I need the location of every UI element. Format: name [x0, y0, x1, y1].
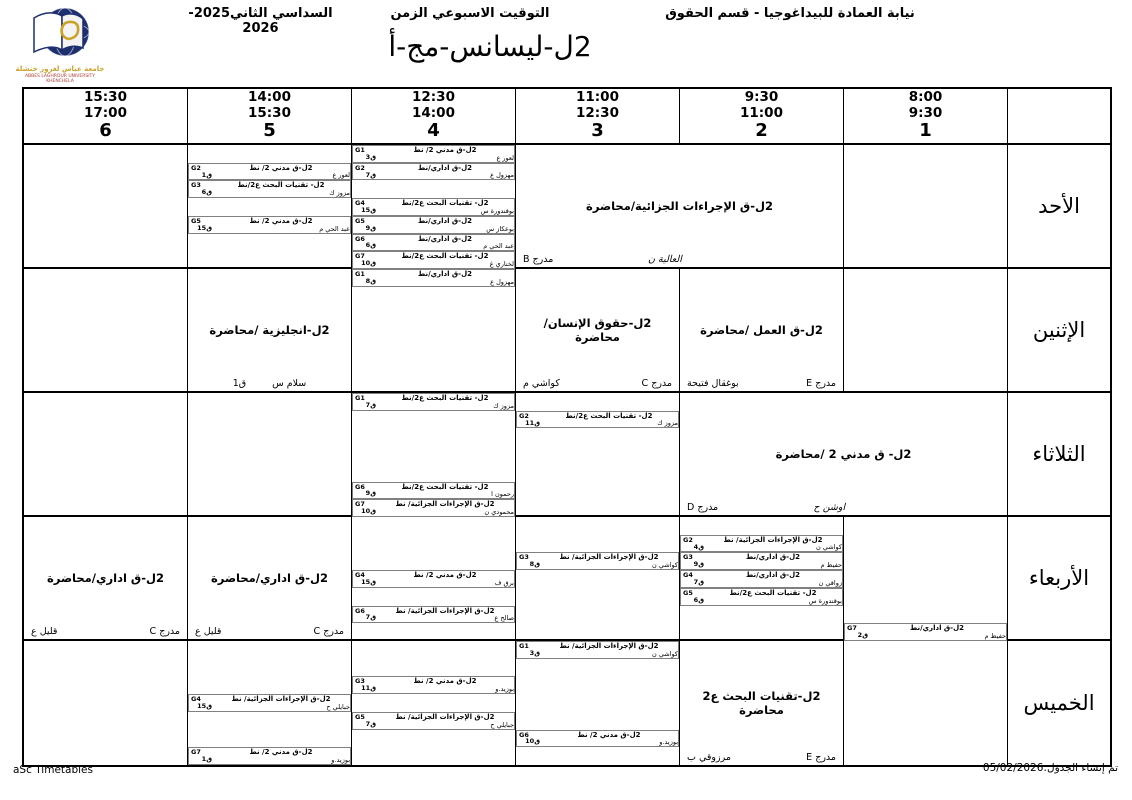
lecture-cell	[680, 393, 1008, 517]
group-session-body	[376, 270, 514, 286]
session-subject: 2ل-ق الإجراءات الجزائية/ نط	[395, 500, 495, 509]
group-session-body	[376, 713, 514, 729]
group-number: G2	[355, 163, 365, 172]
time-label: 17:00	[84, 104, 127, 121]
empty-slot-cell	[24, 641, 188, 765]
lecture-footer	[188, 627, 351, 637]
session-subject: 2ل- تقنيات البحث ع2/نط	[401, 394, 489, 402]
generation-date: تم إنشاء الجدول:05/02/2026	[982, 762, 1118, 774]
group-session-cell	[352, 712, 515, 730]
group-label	[353, 394, 376, 410]
empty-slot-cell	[24, 393, 188, 517]
lecture-room-or-teacher-right: مدرج E	[806, 751, 836, 763]
empty-slot-cell	[844, 269, 1008, 393]
group-session-body	[704, 536, 842, 552]
session-subject: 2ل-ق مدني 2/ نط	[577, 730, 641, 739]
time-label: 11:00	[740, 104, 783, 121]
lecture-footer	[680, 753, 843, 763]
lecture-room-or-teacher-left: مدرج D	[687, 501, 719, 513]
room-number: ق6	[365, 241, 376, 250]
day-label: الأحد	[1008, 145, 1110, 269]
session-subject: 2ل-ق الإجراءات الجزائية/ نط	[395, 606, 495, 615]
time-label: 11:00	[576, 89, 619, 106]
group-label	[353, 164, 376, 180]
group-session-cell	[188, 163, 351, 181]
group-session-cell	[680, 570, 843, 588]
lecture-subject: 2ل-ق اداري/محاضرة	[211, 570, 328, 585]
room-number: ق15	[361, 577, 376, 586]
session-teacher: بوقندورة س	[480, 206, 514, 215]
group-slot-cell	[352, 145, 516, 269]
group-slot-cell	[516, 393, 680, 517]
group-number: G7	[191, 748, 201, 757]
group-session-cell	[352, 269, 515, 287]
group-session-cell	[680, 535, 843, 553]
session-teacher: مزوز ك	[329, 189, 350, 198]
group-slot-cell	[844, 517, 1008, 641]
group-session-body	[376, 235, 514, 251]
lecture-room-or-teacher-left: بوغقال فتيحة	[687, 377, 739, 389]
session-teacher: لخناري غ	[489, 259, 514, 268]
session-teacher: مزوز ك	[657, 419, 678, 428]
group-label	[353, 270, 376, 286]
lecture-subject: 2ل-ق اداري/محاضرة	[47, 570, 164, 585]
room-number: ق15	[197, 223, 212, 232]
period-number: 5	[263, 120, 276, 142]
lecture-room-or-teacher-left: قليل ع	[195, 625, 222, 637]
group-session-body	[212, 748, 350, 764]
lecture-room-or-teacher-right: مدرج C	[149, 625, 180, 637]
department-header: نيابة العمادة للبيداغوجيا - قسم الحقوق	[665, 6, 915, 21]
group-session-body	[212, 695, 350, 711]
session-subject: 2ل-ق اداري/نط	[417, 216, 473, 225]
period-number: 1	[919, 120, 932, 142]
lecture-room-or-teacher-left: كواشي م	[523, 377, 560, 389]
session-teacher: بوزيد.و	[331, 755, 350, 764]
group-number: G4	[191, 695, 201, 704]
session-teacher: لعور ع	[332, 171, 350, 180]
lecture-room-or-teacher-right: العالية ن	[648, 253, 682, 265]
time-label: 15:30	[248, 104, 291, 121]
lecture-subject: 2ل-ق العمل /محاضرة	[700, 322, 823, 337]
group-number: G3	[355, 677, 365, 686]
room-number: ق7	[693, 577, 704, 586]
period-number: 2	[755, 120, 768, 142]
group-label	[353, 713, 376, 729]
time-label: 14:00	[248, 89, 291, 106]
session-teacher: برق ف	[494, 578, 514, 587]
group-session-body	[376, 677, 514, 693]
day-label: الأربعاء	[1008, 517, 1110, 641]
room-number: ق15	[361, 205, 376, 214]
group-label	[517, 553, 540, 569]
session-subject: 2ل-ق الإجراءات الجزائية/ نط	[559, 642, 659, 650]
period-number: 4	[427, 120, 440, 142]
group-session-body	[376, 199, 514, 215]
group-session-cell	[844, 623, 1007, 641]
group-label	[353, 146, 376, 162]
group-session-cell	[680, 552, 843, 570]
empty-slot-cell	[844, 641, 1008, 765]
group-session-cell	[352, 676, 515, 694]
room-number: ق1	[201, 170, 212, 179]
lecture-footer	[516, 255, 843, 265]
group-session-body	[868, 624, 1006, 640]
group-number: G3	[519, 553, 529, 562]
room-number: ق10	[361, 259, 376, 268]
group-session-cell	[352, 499, 515, 517]
group-slot-cell	[188, 641, 352, 765]
session-subject: 2ل-ق مدني 2/ نط	[413, 571, 477, 580]
group-number: G6	[355, 234, 365, 243]
group-number: G2	[519, 411, 529, 420]
session-subject: 2ل-ق اداري/نط	[417, 163, 473, 172]
group-number: G3	[191, 181, 201, 190]
group-label	[353, 199, 376, 215]
room-number: ق4	[693, 542, 704, 551]
group-number: G1	[355, 394, 365, 402]
group-slot-cell	[188, 145, 352, 269]
document-type-header: التوقيت الاسبوعي الزمن	[390, 6, 550, 21]
group-label	[189, 748, 212, 764]
room-number: ق7	[365, 613, 376, 622]
day-label: الخميس	[1008, 641, 1110, 765]
room-number: ق9	[365, 489, 376, 498]
logo-globe-book-icon	[18, 6, 102, 62]
room-number: ق1	[201, 755, 212, 764]
group-slot-cell	[352, 393, 516, 517]
group-session-cell	[352, 393, 515, 411]
session-teacher: عبد الحي م	[483, 242, 514, 251]
lecture-room-or-teacher-right: مدرج C	[641, 377, 672, 389]
group-session-cell	[352, 145, 515, 163]
group-session-body	[540, 642, 678, 658]
group-number: G3	[683, 553, 693, 562]
session-subject: 2ل-ق الإجراءات الجزائية/ نط	[723, 535, 823, 544]
time-column-header	[516, 89, 680, 145]
lecture-cell	[516, 145, 844, 269]
lecture-subject: 2ل-تقنيات البحث ع2 محاضرة	[702, 688, 821, 717]
room-number: ق3	[365, 152, 376, 161]
session-teacher: بوزيد.و	[659, 738, 678, 747]
empty-slot-cell	[188, 393, 352, 517]
session-teacher: محمودي ن	[484, 507, 514, 516]
session-teacher: صالح ع	[494, 614, 514, 623]
group-session-body	[704, 589, 842, 605]
lecture-subject: 2ل-حقوق الإنسان/ محاضرة	[543, 315, 652, 344]
session-subject: 2ل- تقنيات البحث ع2/نط	[401, 252, 489, 261]
group-label	[353, 607, 376, 623]
group-label	[353, 252, 376, 268]
group-slot-cell	[680, 517, 844, 641]
logo-english-name: ABBES LAGHROUR UNIVERSITY KHENCHELA	[24, 73, 96, 85]
session-subject: 2ل-ق الإجراءات الجزائية/ نط	[559, 553, 659, 562]
group-number: G6	[355, 606, 365, 615]
lecture-footer	[516, 379, 679, 389]
lecture-cell	[188, 269, 352, 393]
group-session-body	[376, 252, 514, 268]
group-session-body	[376, 571, 514, 587]
group-session-body	[704, 571, 842, 587]
room-number: ق3	[529, 648, 540, 657]
time-label: 12:30	[412, 89, 455, 106]
group-session-cell	[188, 216, 351, 234]
lecture-subject: 2ل- ق مدني 2 /محاضرة	[775, 446, 912, 461]
group-session-body	[376, 217, 514, 233]
group-session-cell	[352, 482, 515, 500]
session-subject: 2ل-ق الإجراءات الجزائية/ نط	[231, 695, 331, 704]
group-label	[845, 624, 868, 640]
room-number: ق10	[361, 507, 376, 516]
room-number: ق8	[365, 276, 376, 285]
lecture-footer	[680, 379, 843, 389]
time-label: 14:00	[412, 104, 455, 121]
session-subject: 2ل- تقنيات البحث ع2/نط	[401, 482, 489, 491]
group-session-body	[376, 164, 514, 180]
group-label	[189, 695, 212, 711]
room-number: ق15	[197, 701, 212, 710]
session-subject: 2ل-ق مدني 2/ نط	[413, 146, 477, 154]
group-session-body	[376, 394, 514, 410]
session-teacher: مهزول ع	[490, 277, 514, 286]
session-teacher: عبد الحي م	[319, 224, 350, 233]
room-number: ق7	[365, 170, 376, 179]
group-number: G6	[355, 482, 365, 491]
period-number: 6	[99, 120, 112, 142]
empty-slot-cell	[24, 269, 188, 393]
lecture-footer	[188, 379, 351, 389]
lecture-room-or-teacher-right: مدرج E	[806, 377, 836, 389]
empty-slot-cell	[24, 145, 188, 269]
session-subject: 2ل-ق مدني 2/ نط	[249, 163, 313, 172]
group-session-body	[704, 553, 842, 569]
group-session-cell	[352, 606, 515, 624]
group-number: G5	[683, 588, 693, 597]
group-label	[353, 235, 376, 251]
asc-timetables-credit: aSc Timetables	[13, 764, 93, 776]
lecture-cell	[680, 269, 844, 393]
room-number: ق9	[365, 223, 376, 232]
group-session-body	[212, 164, 350, 180]
group-session-cell	[516, 730, 679, 748]
group-label	[189, 181, 212, 197]
group-number: G5	[191, 216, 201, 225]
semester-header: السداسي الثاني2025-2026	[188, 6, 333, 36]
time-column-header	[680, 89, 844, 145]
group-session-body	[212, 217, 350, 233]
session-teacher: بوزيد.و	[495, 685, 514, 694]
group-session-cell	[188, 694, 351, 712]
lecture-cell	[516, 269, 680, 393]
lecture-cell	[680, 641, 844, 765]
time-label: 9:30	[908, 104, 943, 121]
group-session-body	[540, 731, 678, 747]
group-number: G7	[355, 252, 365, 261]
room-number: ق2	[857, 631, 868, 640]
session-teacher: مهزول ع	[490, 171, 514, 180]
group-session-cell	[188, 180, 351, 198]
group-session-cell	[516, 641, 679, 659]
group-session-cell	[352, 251, 515, 269]
group-label	[189, 164, 212, 180]
group-number: G4	[355, 571, 365, 580]
group-number: G5	[355, 216, 365, 225]
group-number: G6	[519, 730, 529, 739]
group-session-cell	[352, 234, 515, 252]
room-number: ق10	[525, 737, 540, 746]
time-column-header	[24, 89, 188, 145]
lecture-room-or-teacher-left: قليل ع	[31, 625, 58, 637]
room-number: ق11	[525, 418, 540, 427]
session-teacher: جبايلي ح	[490, 720, 514, 729]
lecture-cell	[24, 517, 188, 641]
group-session-body	[376, 500, 514, 516]
time-column-header	[188, 89, 352, 145]
group-session-cell	[352, 163, 515, 181]
room-number: ق7	[365, 400, 376, 409]
room-number: ق8	[529, 560, 540, 569]
session-subject: 2ل-ق اداري/نط	[417, 270, 473, 278]
group-slot-cell	[352, 517, 516, 641]
time-label: 9:30	[744, 89, 779, 106]
group-slot-cell	[516, 517, 680, 641]
group-session-body	[376, 607, 514, 623]
session-subject: 2ل-ق اداري/نط	[745, 571, 801, 580]
session-teacher: مزوز ك	[493, 401, 514, 410]
group-number: G7	[847, 624, 857, 633]
lecture-cell	[188, 517, 352, 641]
room-number: ق6	[693, 595, 704, 604]
group-slot-cell	[516, 641, 680, 765]
group-session-cell	[352, 198, 515, 216]
group-label	[681, 553, 704, 569]
session-subject: 2ل- تقنيات البحث ع2/نط	[401, 199, 489, 208]
group-session-cell	[352, 216, 515, 234]
group-number: G5	[355, 712, 365, 721]
time-label: 8:00	[908, 89, 943, 106]
group-label	[517, 731, 540, 747]
group-number: G4	[355, 199, 365, 208]
group-session-body	[540, 412, 678, 428]
group-number: G1	[355, 146, 365, 154]
empty-slot-cell	[844, 145, 1008, 269]
session-subject: 2ل-ق مدني 2/ نط	[413, 677, 477, 686]
session-teacher: كواشي ن	[816, 543, 842, 552]
session-teacher: بوقندورة س	[808, 596, 842, 605]
room-number: ق9	[693, 560, 704, 569]
day-label: الثلاثاء	[1008, 393, 1110, 517]
session-subject: 2ل-ق اداري/نط	[745, 553, 801, 562]
time-label: 12:30	[576, 104, 619, 121]
group-slot-cell	[352, 269, 516, 393]
group-session-cell	[352, 570, 515, 588]
session-subject: 2ل- تقنيات البحث ع2/نط	[565, 411, 653, 420]
group-session-cell	[516, 552, 679, 570]
group-number: G7	[355, 500, 365, 509]
group-label	[681, 589, 704, 605]
session-teacher: كواشي ن	[652, 649, 678, 658]
group-number: G2	[191, 163, 201, 172]
session-subject: 2ل-ق مدني 2/ نط	[249, 748, 313, 757]
group-session-body	[540, 553, 678, 569]
group-number: G1	[355, 270, 365, 278]
group-session-cell	[680, 588, 843, 606]
page-title: 2ل-ليسانس-مج-أ	[388, 30, 592, 63]
logo-arabic-name: جامعة عباس لغرور خنشلة	[15, 65, 105, 73]
group-label	[353, 217, 376, 233]
group-session-cell	[516, 411, 679, 429]
session-teacher: زواقي ن	[818, 578, 842, 587]
session-subject: 2ل- تقنيات البحث ع2/نط	[729, 588, 817, 597]
lecture-room-or-teacher-left: مدرج B	[523, 253, 554, 265]
session-subject: 2ل- تقنيات البحث ع2/نط	[237, 181, 325, 190]
room-number: ق6	[201, 188, 212, 197]
group-label	[517, 642, 540, 658]
lecture-footer	[680, 503, 1007, 513]
group-label	[353, 500, 376, 516]
session-teacher: كواشي ن	[652, 561, 678, 570]
lecture-room-or-teacher-right: سلام س	[272, 377, 307, 389]
session-teacher: بوعكاز س	[486, 224, 514, 233]
group-slot-cell	[352, 641, 516, 765]
session-subject: 2ل-ق اداري/نط	[417, 234, 473, 243]
lecture-subject: 2ل-ق الإجراءات الجزائية/محاضرة	[586, 198, 773, 213]
group-number: G4	[683, 571, 693, 580]
lecture-footer	[24, 627, 187, 637]
lecture-room-or-teacher-left: ق1	[232, 377, 247, 389]
time-label: 15:30	[84, 89, 127, 106]
session-teacher: جبايلي ح	[326, 702, 350, 711]
session-subject: 2ل-ق اداري/نط	[909, 624, 965, 633]
session-teacher: حفيظ م	[820, 561, 842, 570]
room-number: ق11	[361, 684, 376, 693]
session-subject: 2ل-ق الإجراءات الجزائية/ نط	[395, 712, 495, 721]
group-session-body	[376, 483, 514, 499]
group-number: G1	[519, 642, 529, 650]
session-subject: 2ل-ق مدني 2/ نط	[249, 216, 313, 225]
group-label	[517, 412, 540, 428]
session-teacher: حفيظ م	[984, 631, 1006, 640]
lecture-room-or-teacher-left: مرزوقي ب	[687, 751, 731, 763]
group-label	[353, 483, 376, 499]
time-column-header	[844, 89, 1008, 145]
group-label	[189, 217, 212, 233]
period-number: 3	[591, 120, 604, 142]
group-label	[681, 536, 704, 552]
session-teacher: لعور ع	[496, 153, 514, 162]
room-number: ق7	[365, 719, 376, 728]
group-label	[681, 571, 704, 587]
time-column-header	[352, 89, 516, 145]
timetable-grid	[22, 87, 1112, 767]
group-session-body	[212, 181, 350, 197]
group-session-body	[376, 146, 514, 162]
lecture-room-or-teacher-right: اوشن ح	[813, 501, 846, 513]
group-number: G2	[683, 535, 693, 544]
university-logo	[12, 6, 108, 84]
lecture-subject: 2ل-انجليزية /محاضرة	[209, 322, 330, 337]
day-column-header	[1008, 89, 1110, 145]
session-teacher: رحمون ا	[491, 490, 514, 499]
group-session-cell	[188, 747, 351, 765]
group-label	[353, 677, 376, 693]
lecture-room-or-teacher-right: مدرج C	[313, 625, 344, 637]
group-label	[353, 571, 376, 587]
day-label: الإثنين	[1008, 269, 1110, 393]
